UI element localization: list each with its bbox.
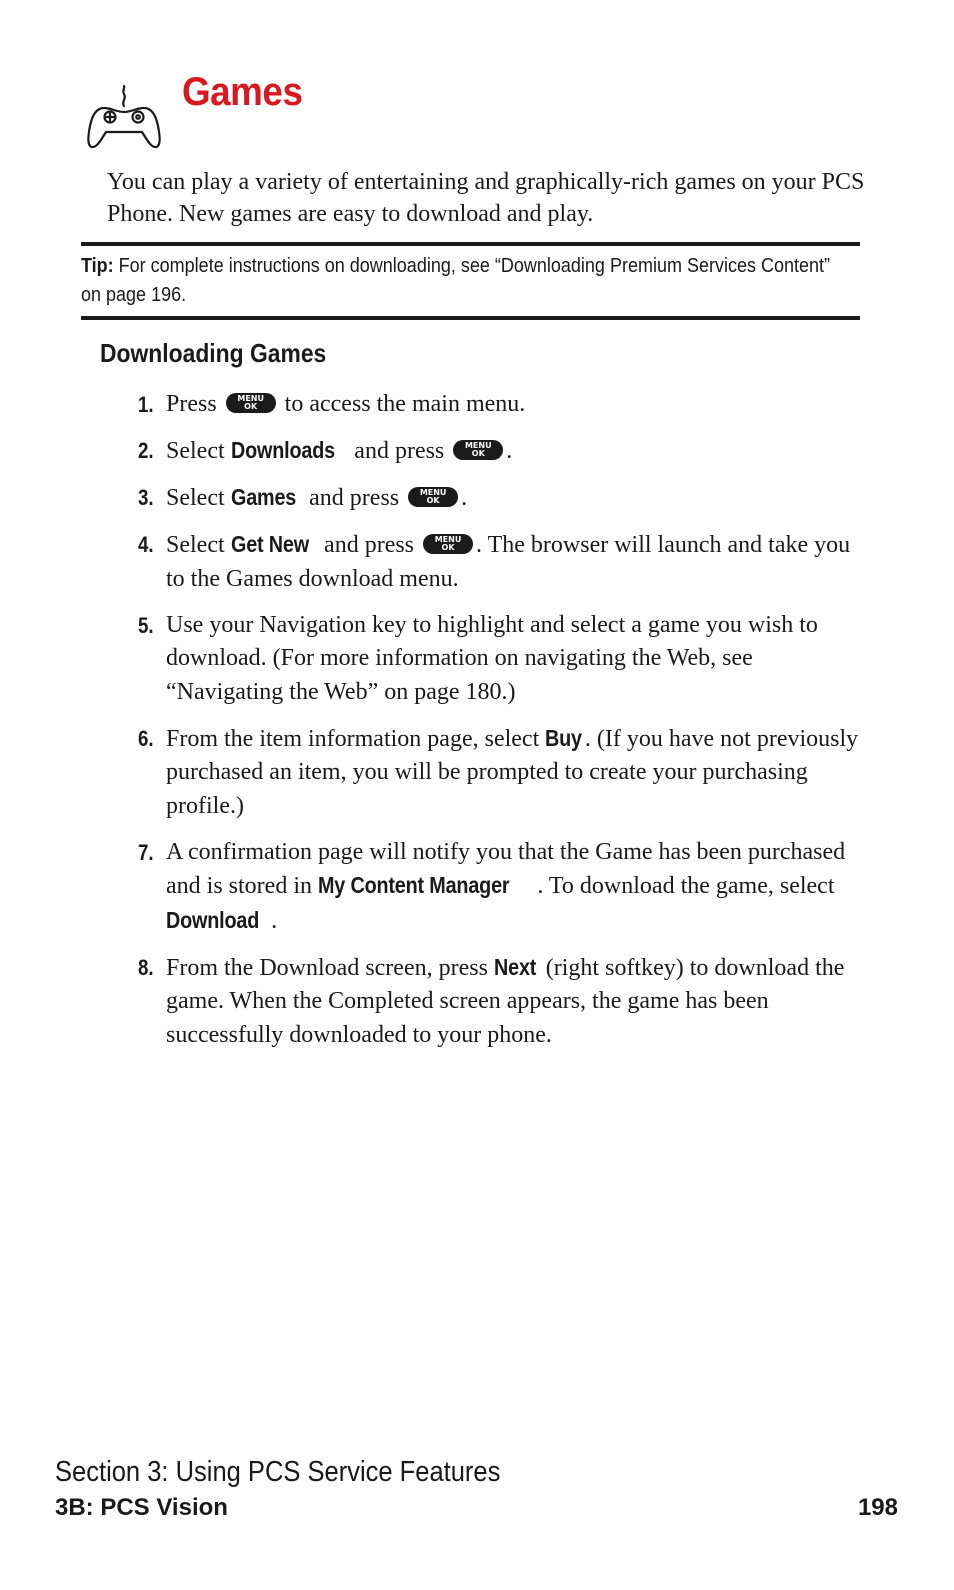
menu-ok-key-icon	[453, 440, 503, 460]
key-label-ok: OK	[441, 543, 455, 552]
page-number: 198	[857, 1494, 898, 1521]
step-text: .	[461, 485, 468, 511]
step-text: From the Download screen, press	[166, 954, 494, 981]
step-7	[138, 836, 868, 939]
step-text: .	[271, 907, 278, 934]
footer-subsection: 3B: PCS Vision	[55, 1494, 228, 1521]
menu-ok-key-icon	[226, 393, 276, 413]
section-heading: Downloading Games	[100, 338, 327, 368]
step-text: . The browser will launch and take you to the Games download menu.	[166, 532, 851, 592]
key-label-menu: MENU	[237, 394, 264, 403]
key-label-ok: OK	[244, 402, 258, 411]
step-text: Select	[166, 532, 231, 558]
step-number: 4.	[138, 532, 154, 557]
steps-list	[138, 388, 868, 1065]
option-download: Download	[166, 906, 260, 933]
key-label-ok: OK	[426, 496, 440, 505]
menu-item-my-content-manager: My Content Manager	[317, 872, 510, 898]
step-text: and press	[303, 485, 406, 511]
menu-ok-key-icon	[423, 534, 473, 554]
softkey-next: Next	[493, 953, 537, 980]
tip-body: For complete instructions on downloading, see “Downloading Premium Services Content” on page 196.	[81, 255, 831, 306]
step-2	[138, 434, 868, 469]
key-label-menu: MENU	[434, 535, 462, 544]
step-3	[138, 481, 868, 516]
step-text: .	[506, 438, 513, 464]
step-text: A confirmation page will notify you that the Game has been purchased and is stored in	[166, 838, 846, 899]
key-label-menu: MENU	[464, 441, 492, 450]
game-controller-icon	[84, 84, 164, 154]
step-text: Select	[166, 438, 231, 464]
menu-item-downloads: Downloads	[230, 437, 335, 463]
option-buy: Buy	[545, 724, 583, 751]
footer-section-title: Section 3: Using PCS Service Features	[55, 1456, 501, 1488]
step-number: 6.	[138, 725, 154, 751]
step-text: Select	[166, 485, 231, 511]
step-number: 7.	[138, 839, 154, 865]
menu-item-get-new: Get New	[230, 531, 309, 557]
step-text: From the item information page, select	[166, 725, 546, 752]
step-text: . (If you have not previously purchased an item, you will be prompted to create your purchasing profile.)	[166, 725, 859, 819]
step-text: to access the main menu.	[278, 391, 526, 417]
tip-text	[81, 252, 855, 310]
step-8	[138, 951, 868, 1053]
tip-box	[81, 242, 860, 320]
step-text: . To download the game, select	[537, 873, 835, 899]
key-label-ok: OK	[471, 449, 485, 458]
step-number: 2.	[138, 438, 154, 463]
menu-item-games: Games	[230, 484, 296, 510]
step-text: (right softkey) to download the game. When the Completed screen appears, the game has been successfully downloaded to your phone.	[166, 954, 845, 1048]
step-text: Use your Navigation key to highlight and select a game you wish to download. (For more information on navigating the Web, see “Navigating the Web” on page 180.)	[166, 611, 818, 705]
step-text: Press	[166, 391, 223, 417]
tip-label: Tip:	[81, 255, 114, 277]
step-5	[138, 609, 868, 710]
step-number: 1.	[138, 392, 154, 417]
page-title: Games	[182, 70, 303, 114]
step-4	[138, 528, 868, 596]
step-text: and press	[318, 532, 421, 558]
step-6	[138, 722, 868, 824]
intro-paragraph: You can play a variety of entertaining and graphically-rich games on your PCS Phone. New games are easy to download and play.	[107, 169, 865, 227]
step-number: 3.	[138, 485, 154, 510]
menu-ok-key-icon	[408, 487, 458, 507]
key-label-menu: MENU	[419, 488, 447, 497]
step-1	[138, 388, 868, 422]
step-text: and press	[348, 438, 451, 464]
step-number: 5.	[138, 612, 154, 638]
step-number: 8.	[138, 954, 154, 980]
